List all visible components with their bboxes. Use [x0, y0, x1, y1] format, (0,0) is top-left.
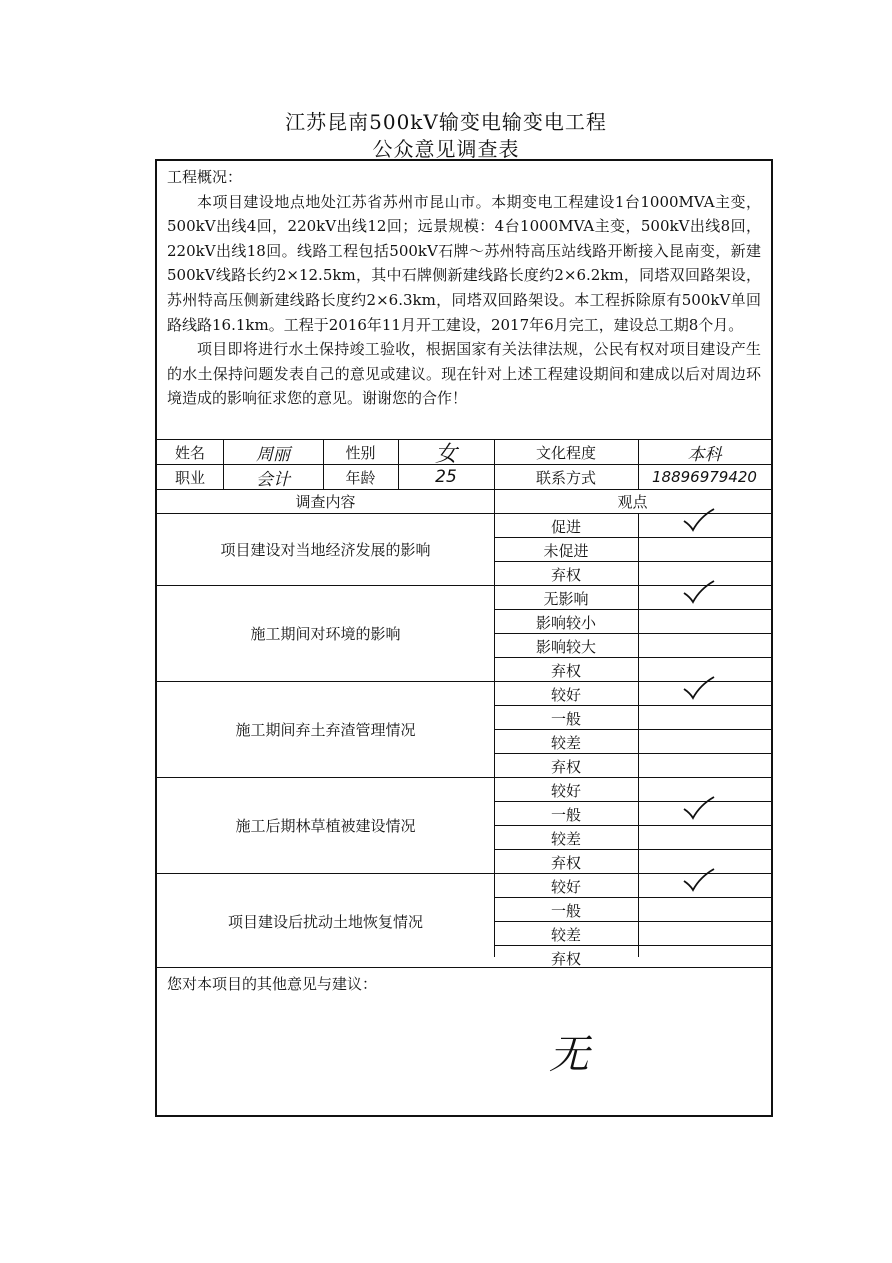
question-divider — [157, 681, 771, 682]
question-topic: 项目建设对当地经济发展的影响 — [220, 541, 431, 559]
overview-paragraph-1: 本项目建设地点地处江苏省苏州市昆山市。本期变电工程建设1台1000MVA主变，500kV出线4回，220kV出线12回；远景规模：4台1000MVA主变，500kV出线8回，220kV出线18回。线路工程包括500kV石牌～苏州特高压站线路开断接入昆南变，新建500kV线路长约2×12.5km，其中石牌侧新建线路长度约2×6.2km，同塔双回路架设，苏州特高压侧新建线路长度约2×6.3km，同塔双回路架设。本工程拆除原有500kV单回路线路16.1km。工程于2016年11月开工建设，2017年6月完工，建设总工期8个月。 — [167, 192, 761, 334]
option-label: 较差 — [550, 926, 581, 944]
comments-label: 您对本项目的其他意见与建议： — [167, 975, 378, 993]
option-label: 无影响 — [543, 590, 589, 608]
option-divider — [494, 825, 771, 826]
question-topic: 施工后期林草植被建设情况 — [235, 817, 416, 835]
option-divider — [494, 729, 771, 730]
option-label: 弃权 — [550, 950, 581, 968]
checkmark-icon — [682, 675, 716, 705]
option-divider — [494, 921, 771, 922]
option-label: 影响较小 — [535, 614, 596, 632]
divider — [223, 439, 224, 489]
question-divider — [157, 585, 771, 586]
option-label: 较好 — [550, 782, 581, 800]
option-label: 未促进 — [543, 542, 589, 560]
name-value: 周丽 — [256, 444, 290, 465]
form-title: 江苏昆南500kV输变电输变电工程 — [285, 110, 607, 134]
gender-label: 性别 — [345, 443, 376, 462]
overview-paragraph-2: 项目即将进行水土保持竣工验收，根据国家有关法律法规，公民有权对项目建设产生的水土保持问题发表自己的意见或建议。现在针对上述工程建设期间和建成以后对周边环境造成的影响征求您的意见。谢谢您的合作！ — [167, 340, 761, 408]
divider — [638, 513, 639, 957]
option-label: 影响较大 — [535, 638, 596, 656]
question-topic: 项目建设后扰动土地恢复情况 — [227, 913, 423, 931]
divider — [638, 439, 639, 489]
overview-heading: 工程概况： — [167, 168, 243, 186]
option-label: 一般 — [550, 902, 581, 920]
info-row-1 — [157, 439, 771, 467]
contact-value: 18896979420 — [652, 468, 757, 486]
occupation-value: 会计 — [256, 469, 290, 490]
option-label: 促进 — [550, 518, 581, 536]
option-divider — [494, 633, 771, 634]
opinion-header: 观点 — [617, 493, 648, 511]
checkmark-icon — [682, 867, 716, 897]
table-header-row — [157, 489, 771, 513]
contact-label: 联系方式 — [535, 468, 596, 487]
name-label: 姓名 — [174, 443, 205, 462]
option-divider — [494, 753, 771, 754]
form-subtitle: 公众意见调查表 — [372, 137, 520, 161]
question-divider — [157, 777, 771, 778]
checkmark-icon — [682, 507, 716, 537]
option-label: 弃权 — [550, 662, 581, 680]
checkmark-icon — [682, 795, 716, 825]
question-divider — [157, 873, 771, 874]
question-topic: 施工期间弃土弃渣管理情况 — [235, 721, 416, 739]
option-divider — [494, 609, 771, 610]
option-label: 较好 — [550, 878, 581, 896]
survey-form — [155, 159, 773, 1117]
checkmark-icon — [682, 579, 716, 609]
content-header: 调查内容 — [295, 493, 356, 511]
info-row-2 — [157, 464, 771, 489]
option-label: 一般 — [550, 710, 581, 728]
comments-signature: 无 — [549, 1032, 589, 1078]
option-divider — [494, 945, 771, 946]
option-label: 较差 — [550, 830, 581, 848]
occupation-label: 职业 — [174, 468, 205, 487]
option-label: 弃权 — [550, 566, 581, 584]
option-label: 弃权 — [550, 758, 581, 776]
education-label: 文化程度 — [535, 443, 596, 462]
comments-divider — [157, 967, 771, 968]
option-label: 较差 — [550, 734, 581, 752]
project-overview — [167, 165, 761, 411]
option-divider — [494, 849, 771, 850]
divider — [323, 439, 324, 489]
option-divider — [494, 537, 771, 538]
option-divider — [494, 705, 771, 706]
option-divider — [494, 801, 771, 802]
option-label: 较好 — [550, 686, 581, 704]
age-label: 年龄 — [345, 468, 376, 487]
option-label: 一般 — [550, 806, 581, 824]
question-divider — [157, 513, 771, 514]
age-value: 25 — [435, 467, 457, 487]
option-label: 弃权 — [550, 854, 581, 872]
question-topic: 施工期间对环境的影响 — [250, 625, 401, 643]
option-divider — [494, 897, 771, 898]
gender-value: 女 — [434, 441, 457, 467]
option-divider — [494, 657, 771, 658]
divider — [398, 439, 399, 489]
education-value: 本科 — [687, 444, 722, 465]
option-divider — [494, 561, 771, 562]
